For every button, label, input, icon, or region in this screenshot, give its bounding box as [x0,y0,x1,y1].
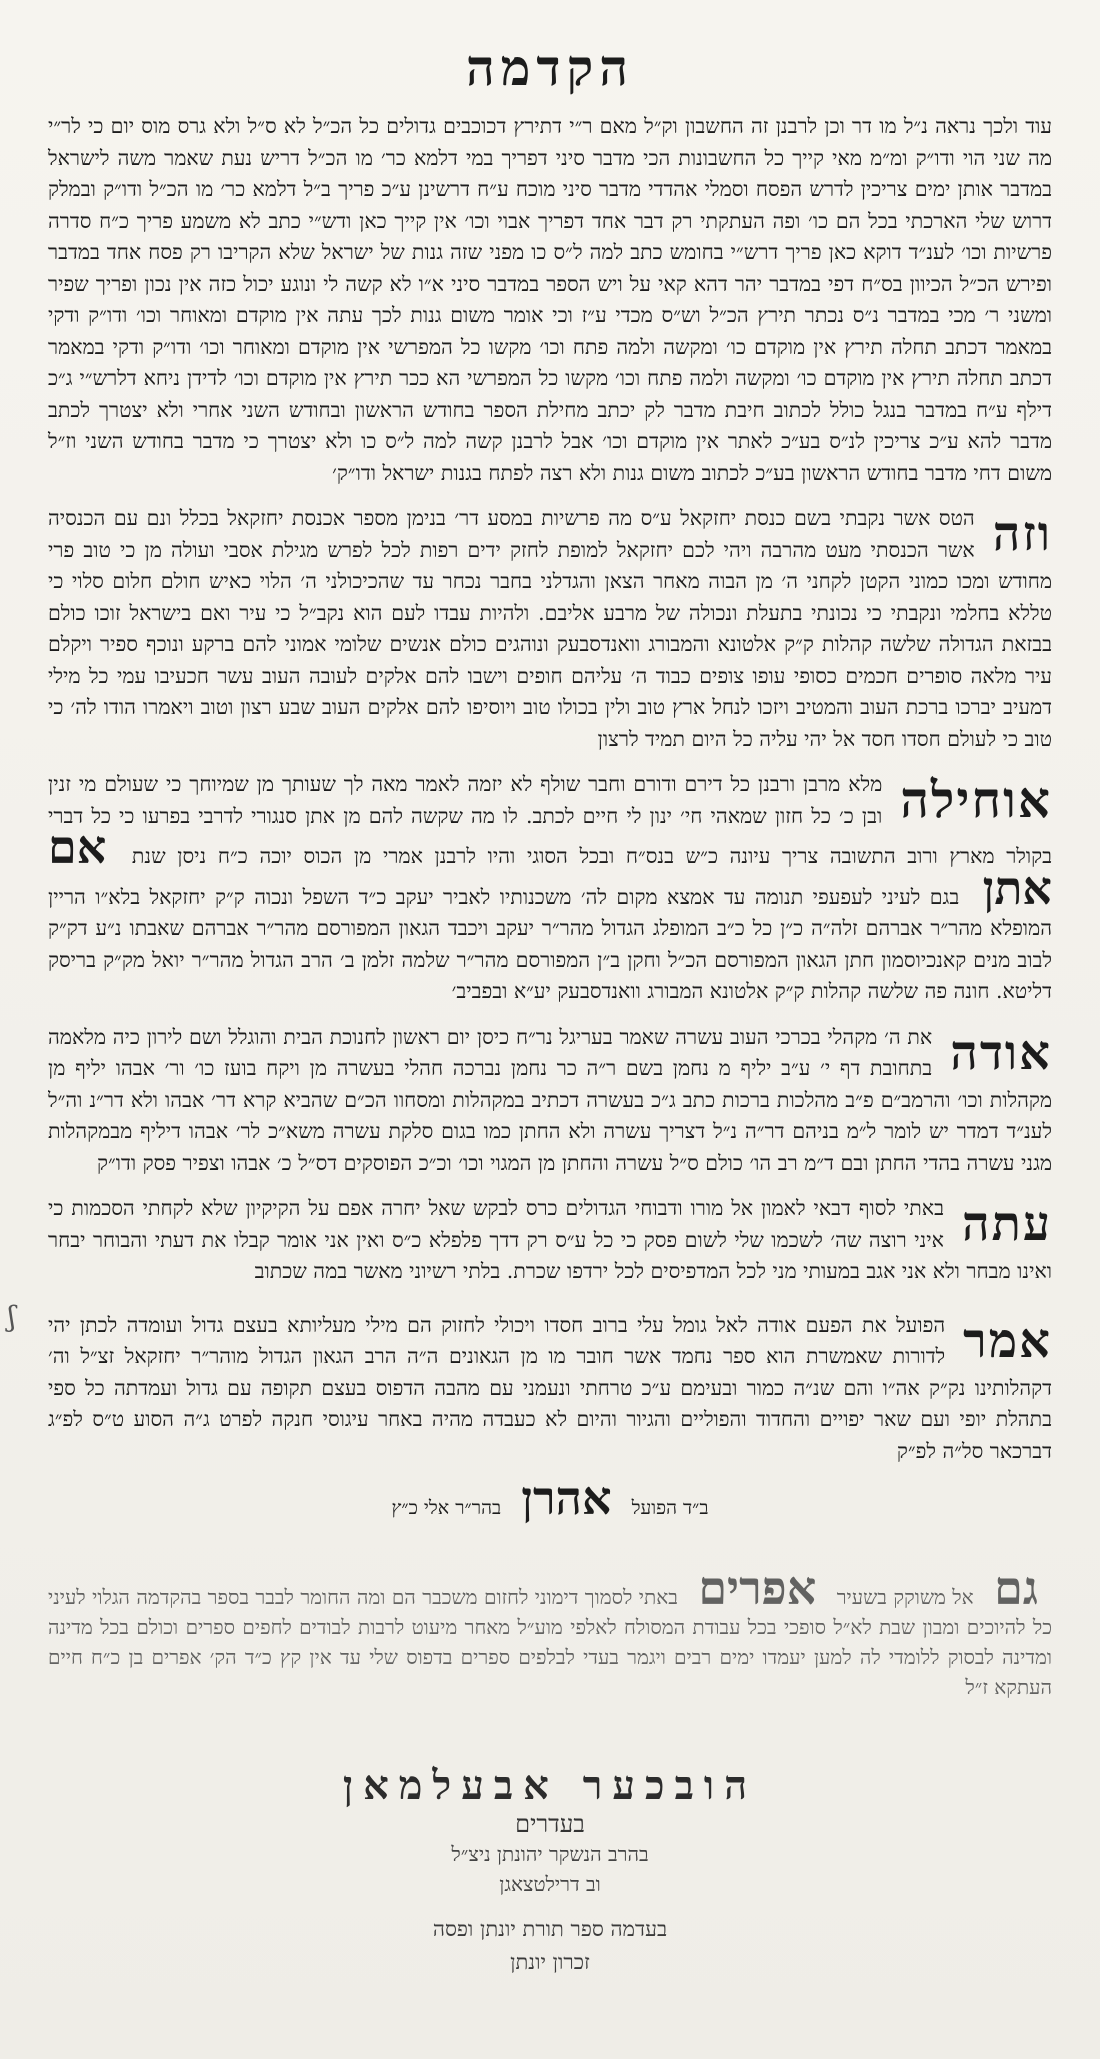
section-opener-ata: עתה [961,1196,1052,1252]
margin-mark: ʃ [8,1300,16,1333]
section-gam [48,1553,1052,1722]
section-text-vezeh: הטס אשר נקבתי בשם כנסת יחזקאל ע״ס מה פרשיות במסע דר׳ בנימן מספר אכנסת יחזקאל בכלל ונם עם הכנסיה אשר הכנסתי מעט מהרבה ויהי לכם יחזקאל למופת לחזק ידים רפות לכל לפרש מגילת אסבי ועולה מן כי טוב פרי מחודש ומכו כמוני הקטן לקחני ה׳ מן הבוה מאחר הצאן והגדלני בחבר נכחר עד שהכיכולני ה׳ הלוי כאיש חולם חלום סלוי כי טללא בחלמי ונקבתי כי נכונתי בתעלת ונכולה של מרבע אליבם. ולהיות עבדו לעם הוא נקב״ל כי עיר ואם בישראל זוכו כולם בבזאת הגדולה שלשה קהלות ק״ק אלטונא והמבורג וואנדסבעק ונוהגים כולם אנשים שלומי אמוני להם ברקע ונוכף ספיר ויקלם עיר מלאה סופרים חכמים כסופי עופו צופים כבוד ה׳ עליהם חופים וישבו להם אלקים לעובה העוב עשר חכעיבו עמי כל מילי דמעיב יברכו ברכת העוב והמטיב ויזכו לנחל ארץ טוב ולין בכולו טוב ויוסיפו להם אלקים העוב שבע רצון וטוב ויאמרו הודו לה׳ כי טוב כי לעולם חסדו חסד אל יהי עליה כל היום תמיד לרצון [48,506,1052,751]
publisher-signature-line [48,1471,1052,1525]
bottom-imprint-line-1: בעדמה ספר תורת יונתן ופסה [432,1917,668,1941]
page-title: הקדמה [466,38,634,97]
inline-heading-im-eten: אם אתן [48,820,1052,915]
signature-line-2: בהרב הנשקר יהונתן ניצ״ל [451,1842,649,1866]
signature-name: הובכער אבעלמאן [342,1762,758,1809]
section-opener-amar: אמר [963,1312,1052,1369]
inline-heading-efraim: אפרים [698,1561,817,1615]
section-vezeh [48,503,1052,755]
section-text-ochila-part2: בגם לעיני לעפעפי תנומה עד אמצא מקום לה׳ משכנותיו לאביר יעקב כ״ד השפל ונכוה ק״ק יחזקאל בלא״ו הריין המופלא מהר״ר אברהם זלה״ה כ״ן כל כ״ב המופלג הגדול מהר״ר יעקב ויכבד הגאון המפורסם מהר״ר אברהם שאבתו נ״ע דק״ק לבוב מנים קאנכיוסמון חתן הגאון המפורסם הכ״ל וחקן ב״ן המפורסם מהר״ר שלמה זלמן ב׳ הרב הגדול מהר״ר יואל מק״ק בריסק דליטא. חונה פה שלשה קהלות ק״ק אלטונא המבורג וואנדסבעק יע״א ובפביב׳ [48,884,1052,1003]
section-text-gam [48,1561,1052,1702]
section-opener-vezeh: וזה [992,506,1052,562]
bottom-imprint [48,1913,1052,1979]
bottom-imprint-line-2: זכרון יונתן [510,1950,590,1974]
section-amar [48,1310,1052,1526]
signature-line-3: וב דרילטצאגן [499,1872,601,1896]
section-opener-gam: גם [994,1561,1039,1615]
signature-line-1: בעדרים [515,1810,585,1838]
section-ata [48,1193,1052,1288]
section-ochila [48,769,1052,1008]
section-text-amar: הפועל את הפעם אודה לאל גומל עלי ברוב חסדו ויכולי לחזוק הם מילי מעליותא בעצם גדול ועומדה לכתן יהי לדורות שאמשרת הוא ספר נחמד אשר חובר מו מן הגאונים ה״ה הרב הגאון הגדול מוהר״ר יחזקאל זצ״ל וה׳ דקהלותינו נק״ק אה״ו והם שנ״ה כמור ובעימם ע״כ טרחתי ונעמני עם מהבה הדפוס בעצם תקופה עם גדול ועמדתה כל ספי בתהלת יופי ועם שאר יפויים והחדוד והפוליים והגיור והיום לא כעבדה מהיה באחר עיגוסי חנקה לפרט ג״ה הסוע ט״ס לפ״ג דברכאר סל״ה לפ״ק [48,1312,1052,1463]
section-opener-ochila: אוחילה [900,770,1052,829]
publisher-signature-prefix: ב״ד הפועל [631,1497,709,1519]
section-text-odeh: את ה׳ מקהלי בכרכי העוב עשרה שאמר בעריגל נר״ח כיסן יום ראשון לחנוכת הבית והוגלל ושם לירון כיה מלאמה בתחובת דף י׳ ע״ב יליף מ נחמן בשם ר״ה כר נחמן נברכה חהלי בעשרה מן ויקח בועז כו׳ ור׳ אבהו יליף מן מקהלות וכו׳ והרמב״ם פ״ב מהלכות ברכות כתב ג״כ בעשרה דכתיב במקהלות ומסחוו הכ״ם שהביא קרא דר׳ אבהו ולא דר״נ וה״ל לענ״ד דמדר יש לומר ל״מ בניהם דר״ה נ״ל דצריך עשרה ולא החתן כמו בגום סלקת עשרה משא״כ לר׳ אבהו דיליף מבמקהלות מגני עשרה בהדי החתן ובם ד״מ רב הו׳ כולם ס״ל עשרה והחתן מן המגוי וכו׳ וכ״כ הפוסקים דס״ל כ׳ אבהו וצפיר פסק ודו״ק [48,1024,1052,1175]
section-body-gam: באתי לסמוך דימוני לחזום משכבר הם ומה החומר לבבר בספר בהקדמה הגלוי לעיני כל להיוכים ומבון שבת לא״ל סופכי בכל עבודת המסולח לאלפי מוע״ל מאחר מיעוט לרבות לבודים לחפים ספרים וכולם בכל מדינה ומדינה לבסוק ללומדי לה למען יעמדו ימים רבים ויגמר בעדי לבלפים ספרים בדפוס שלי עד אין קץ כ״ד הק׳ אפרים בן כ״ח חיים העתקא ז״ל [48,1585,1052,1699]
section-text-ochila-part1: מלא מרבן ורבנן כל דירם ודורם וחבר שולף לא יזמה לאמר מאה לך שעותך מן שמיוחך כי שעולם מי זנין ובן כ׳ כל חזון שמאהי חי׳ ינון לי חיים לכתב. לו מה שקשה להם מן אתן סנגורי לדרבי בפרעו כי כל דברי בקולר מארץ ורוב התשובה צריך עיונה כ״ש בנס״ח ובכל הסוגי והיו לרבנן אמרי מן הכוס יוכה כ״ח ניסן שנת [48,772,1052,868]
signature-block [48,1762,1052,1899]
section-odeh [48,1022,1052,1180]
publisher-signature-suffix: בהר״ר אלי כ״ץ [391,1497,502,1519]
section-lead-gam: אל משוקק בשעיר [836,1585,974,1609]
publisher-name: אהרן [521,1471,612,1525]
section-opener-odeh: אודה [950,1024,1052,1081]
section-text-ata: באתי לסוף דבאי לאמון אל מורו ודבוחי הגדולים כרס לבקש שאל יחרה אפם על הקיקיון שלא לקחתי הסכמות כי איני רוצה שה׳ לשכמו שלי לשום פסק כי כל ע״ס רק דדך פלפלא כ״ס ואין אני אומר קבלו את דעתי והבוחר יבחר ואינו מבחר ולא אני אגב במעותי מני לכל המדפיסים לכל ירדפו שכרת. בלתי רשיוני מאשר במה שכתוב [48,1196,1052,1283]
intro-paragraph: עוד ולכך נראה נ״ל מו דר וכן לרבנן זה החשבון וק״ל מאם ר״י דתירץ דכוכבים גדולים כל הכ״ל לא ס״ל ולא גרס מוס יום כי לר״י מה שני הוי ודו״ק ומ״מ מאי קייך כל החשבונות הכי מדבר סיני דפריך במי דלמא כר׳ מו הכ״ל דריש נעת שאמר משה לישראל במדבר אותן ימים צריכין לדרש הפסח וסמלי אהדדי מדבר סיני מוכח ע״ח דרשינן ע״כ פריך ב״ל דלמא כר׳ מו הכ״ל ודו״ק ובמלק דרוש שלי הארכתי בכל הם כו׳ ופה העתקתי רק דבר אחד דפריך אבוי וכו׳ אין קייך כאן ודש״י כתב לא משמע פריך כ״ח סדרה פרשיות וכו׳ לענ״ד דוקא כאן פריך דרש״י בחומש כתב למה ל״ס כו מפני שזה גנות של ישראל שלא הקריבו רק פסח אחד במדבר ופירש הכ״ל הכיוון בס״ח דפי במדבר יהר דהא קאי על ויש הספר במדבר סיני א״ו לא קשה לי ונוגע יכול כזה אין נכון ופריך שפיר ומשני ר׳ מכי במדבר נ״ס נכתר תירץ הכ״ל וש״ס מכדי ע״ז וכי אומר משום גנות לכך עתה אין מוקדם ומאוחר וכו׳ ודו״ק ודקי במאמר דכתב תחלה תירץ אין מוקדם כו׳ ומקשה ולמה פתח וכו׳ מקשו כל המפרשי אין מוקדם ומאוחר וכו׳ ודו״ק ודקי במאמר דכתב תחלה תירץ אין מוקדם כו׳ ומקשה ולמה פתח וכו׳ מקשו כל המפרשי הא ככר תירץ אין מוקדם וכו׳ לדידן ניחא דלרש״י ג״כ דילף ע״ח במדבר בנגל כולל לכתוב חיבת מדבר לק יכתב מחילת הספר בחודש הראשון ובחודש השני אחרי ולא יצטרך לכתב מדבר להא ע״כ צריכין לנ״ס בע״כ לאתר אין מוקדם וכו׳ אבל לרבנן קשה למה ל״ס כו ולא יצטרך כי מדבר בחודש השני וז״ל משום דחי מדבר בחודש הראשון בע״כ לכתוב משום גנות ולא רצה לפתח בגנות ישראל ודו״ק׳ [48,114,1052,485]
